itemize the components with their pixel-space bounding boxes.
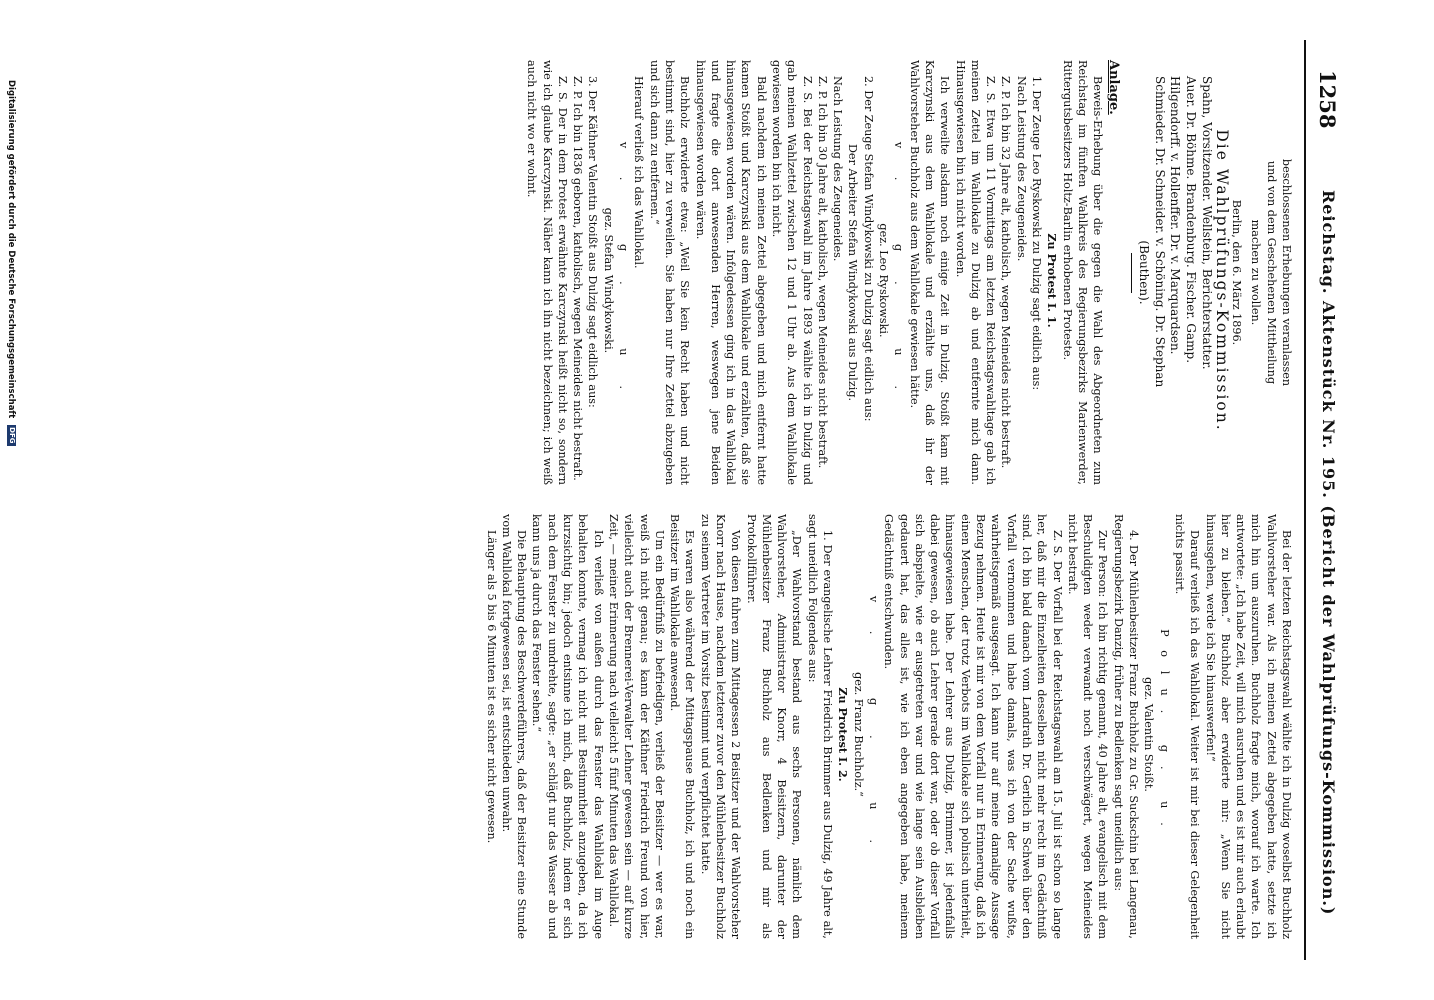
paragraph: Hierauf verließ ich das Wahllokal.: [632, 76, 646, 269]
separator-rule: [1131, 253, 1132, 293]
vgu-mark: v. g. u.: [617, 141, 631, 420]
paragraph: Nach Leistung des Zeugeneides.: [831, 76, 845, 262]
witness-intro: 1. Der evangelische Lehrer Friedrich Brimmer aus Dulzig, 49 Jahre alt, sagt uneidlich Folgendes aus:: [805, 514, 835, 939]
signature: gez. Valentin Stoißt.: [1142, 677, 1156, 792]
paragraph: Z. S. Der in dem Protest erwähnte Karczynski heißt nicht so, sondern wie ich glaube Karczynski. Näher kann ich ihn nicht bezeichnen; ich weiß auch nicht wo er wohnt.: [525, 60, 569, 485]
paragraph: Ich verließ von außen durch das Fenster das Wahllokal im Auge behalten konnte, vermag ich nicht mit Bestimmtheit anzugeben, da ich kurzsichtig bin; jedoch entsinne ich mich, daß Buchholz, indem er sich nach dem Fenster zu umdrehte, sagte: „er schlägt nur das Wasser ab und kann uns ja durch das Fenster sehen.“: [530, 514, 605, 939]
member-line: (Beuthen).: [1137, 240, 1152, 305]
running-head: Reichstag. Aktenstück Nr. 195. (Bericht der Wahlprüfungs-Kommission.): [1319, 190, 1338, 916]
anlage-heading: Anlage.: [1105, 60, 1121, 115]
commission-title: Die Wahlprüfungs-Kommission.: [1212, 129, 1231, 432]
paragraph: Zur Person: Ich bin richtig genannt, 40 Jahre alt, evangelisch mit dem Beschuldigten weder verwandt noch verschwägert, wegen Meineides nicht bestraft.: [1065, 514, 1110, 939]
vgu-mark: v. g. u.: [892, 141, 906, 420]
protest-heading: Zu Protest I. 2.: [836, 687, 851, 782]
paragraph: Es waren also während der Mittagspause Buchholz, ich und noch ein Beisitzer im Wahllokale anwesend.: [668, 514, 697, 939]
paragraph: Bei der letzten Reichstagswahl wählte ich in Dulzig woselbst Buchholz Wahlvorsteher war. Als ich meinen Zettel abgegeben hatte, setzte ich mich hin um auszuruhen. Buchholz fragte mich, worauf ich warte. Ich antwortete: „Ich habe Zeit, will mich ausruhen und es ist mir auch erlaubt hier zu bleiben.“ Buchholz aber erwiderte mir: „Wenn Sie nicht hinausgehen, werde ich Sie hinauswerfen!“: [1203, 514, 1293, 939]
paragraph: Buchholz erwiderte etwa: „Weil Sie kein Recht haben und nicht bestimmt sind, hier zu verweilen. Sie haben nur Ihre Zettel abzugeben und sich dann zu entfernen.“: [647, 60, 692, 485]
header-rule: [1304, 40, 1306, 960]
left-column: [524, 60, 1294, 485]
intro-line: beschlossenen Erhebungen veranlassen: [1280, 158, 1293, 387]
intro-line: und von dem Geschehenen Mittheilung: [1264, 160, 1278, 385]
witness-intro: 4. Der Mühlenbesitzer Franz Buchholz zu Gr. Suckschin bei Langenau, Regierungsbezirk Danzig, früher zu Bedlenken sagt uneidlich aus:: [1111, 514, 1141, 939]
page-header: [1312, 40, 1342, 960]
paragraph: Ich verweilte alsdann noch einige Zeit in Dulzig. Stoißt kam mit Karczynski aus dem Wahllokale und erzählte uns, daß ihr der Wahlvorsteher Buchholz aus dem Wahllokale gewiesen hätte.: [907, 60, 952, 485]
dateline: Berlin, den 6. März 1896.: [1230, 199, 1244, 346]
witness-intro: 2. Der Zeuge Stefan Windykowski zu Dulzig sagt eidlich aus:: [861, 76, 875, 422]
protest-heading: Zu Protest I. 1.: [1045, 233, 1060, 328]
paragraph: Z. P. Ich bin 1836 geboren, katholisch, wegen Meineides nicht bestraft.: [571, 76, 585, 481]
right-column: [483, 514, 1294, 939]
paragraph: Z. S. Der Vorfall bei der Reichstagswahl am 15. Juli ist schon so lange her, daß mir die Einzelheiten desselben nicht mehr recht im Gedächtniß sind. Ich bin bald danach vom Landrath Dr. Gerlich in Schweh über den Vorfall vernommen und habe damals, was ich von der Sache wußte, wahrheitsgemäß ausgesagt. Ich kann nur auf meine damalige Aussage Bezug nehmen. Heute ist mir von dem Vorfall nur in Erinnerung, daß ich einen Menschen, der trotz Verbots im Wahllokale sich polnisch unterhielt, hinausgewiesen habe. Der Lehrer aus Dulzig, Brimmer, ist jedenfalls dabei gewesen, ob auch Lehrer gerade dort war, oder ob dieser Vorfall sich abspielte, wie er ausgetreten war und wie lange sein Ausbleiben gedauert hat, das alles ist, wie ich eben angegeben habe, meinem Gedächtniß entschwunden.: [882, 514, 1064, 939]
vgu-mark: Polu. g. u.: [1157, 629, 1171, 840]
witness-intro: 3. Der Käthner Valentin Stoißt aus Dulzig sagt eidlich aus:: [586, 76, 600, 408]
paragraph: Von diesen fuhren zum Mittagessen 2 Beisitzer und der Wahlvorsteher Knorr nach Hause, nachdem letzterer zuvor den Mühlenbesitzer Buchholz zu seinem Vertreter im Vorsitz bestimmt und verpflichtet hatte.: [698, 514, 743, 939]
paragraph: „Der Wahlvorstand bestand aus sechs Personen, nämlich dem Wahlvorsteher, Administrator Knorr, 4 Beisitzern, darunter der Mühlenbesitzer Franz Buchholz aus Bedlenken und mir als Protokollführer.: [744, 514, 804, 939]
signature: gez. Leo Ryskowski.: [877, 223, 891, 338]
member-line: Spahn, Vorsitzender. Wellstein, Berichterstatter.: [1199, 76, 1214, 370]
paragraph: Z. S. Etwa um 11 Vormittags am letzten Reichstagswahltage gab ich meinen Zettel im Wahllokale zu Dulzig ab und entfernte mich dann. Hinausgewiesen bin ich nicht worden.: [953, 60, 998, 485]
paragraph: Z. P. Ich bin 32 Jahre alt, katholisch, wegen Meineides nicht bestraft.: [999, 76, 1013, 469]
digitization-note: [6, 80, 16, 446]
anlage-text: Beweis-Erhebung über die gegen die Wahl des Abgeordneten zum Reichstag im fünften Wahlkreis des Regierungsbezirks Marienwerder, Rittergutsbesitzers Holtz-Barlin erhobenen Proteste.: [1060, 60, 1105, 485]
member-line: Auer. Dr. Böhme. Brandenburg. Fischer. Gamp.: [1183, 76, 1198, 364]
signature: gez. Stefan Windykowski.: [601, 207, 615, 354]
member-line: Schmieder. Dr. Schneider. v. Schöning. Dr. Stephan: [1152, 76, 1167, 388]
paragraph: Um ein Bedürfniß zu befriedigen, verließ der Beisitzer — wer es war, weiß ich nicht genau; es kann der Käthner Friedrich Freund von hier, vielleicht auch der Brennerei-Verwalter Lehner gewesen sein — auf kurze Zeit, — meiner Erinnerung nach vielleicht 5 fünf Minuten das Wahllokal.: [606, 514, 666, 939]
dfg-logo: DFG: [8, 427, 16, 444]
paragraph: Darauf verließ ich das Wahllokal. Weiter ist mir bei dieser Gelegenheit nichts passirt.: [1172, 514, 1202, 939]
intro-line: machen zu wollen.: [1249, 219, 1263, 326]
paragraph: Z. P. Ich bin 30 Jahre alt, katholisch, wegen Meineides nicht bestraft.: [815, 76, 829, 469]
page-number: 1258: [1315, 70, 1340, 129]
witness-intro: 1. Der Zeuge Leo Ryskowski zu Dulzig sagt eidlich aus:: [1030, 76, 1044, 391]
paragraph: Bald nachdem ich meinen Zettel abgegeben und mich entfernt hatte kamen Stoißt und Karczynski aus dem Wahllokale und erzählten, daß sie hinausgewiesen worden wären. Infolgedessen ging ich in das Wahllokal und fragte die dort anwesenden Herren, weswegen jene Beiden hinausgewiesen worden wären.: [693, 60, 768, 485]
vgu-mark: v. g. u.: [866, 595, 880, 874]
paragraph: Z. S. Bei der Reichstagswahl im Jahre 1893 wählte ich in Dulzig und gab meinen Wahlzettel zwischen 12 und 1 Uhr ab. Aus dem Wahllokale gewiesen worden bin ich nicht.: [770, 60, 814, 485]
paragraph: Der Arbeiter Stefan Windykowski aus Dulzig.: [846, 143, 860, 402]
member-line: Hilgendorff. v. Hollenffer. Dr. v. Marquardsen.: [1168, 76, 1183, 355]
paragraph: Die Behauptung des Beschwerdeführers, daß der Beisitzer eine Stunde vom Wahllokal fortgewesen sei, ist entschieden unwahr.: [499, 514, 529, 939]
paragraph: Nach Leistung des Zeugeneides.: [1014, 76, 1028, 262]
digitization-text: Digitalisierung gefördert durch die Deutsche Forschungsgemeinschaft: [6, 80, 16, 419]
signature: gez. Franz Buchholz.“: [851, 672, 865, 797]
paragraph: Länger als 5 bis 6 Minuten ist es sicher nicht gewesen.: [484, 530, 498, 844]
